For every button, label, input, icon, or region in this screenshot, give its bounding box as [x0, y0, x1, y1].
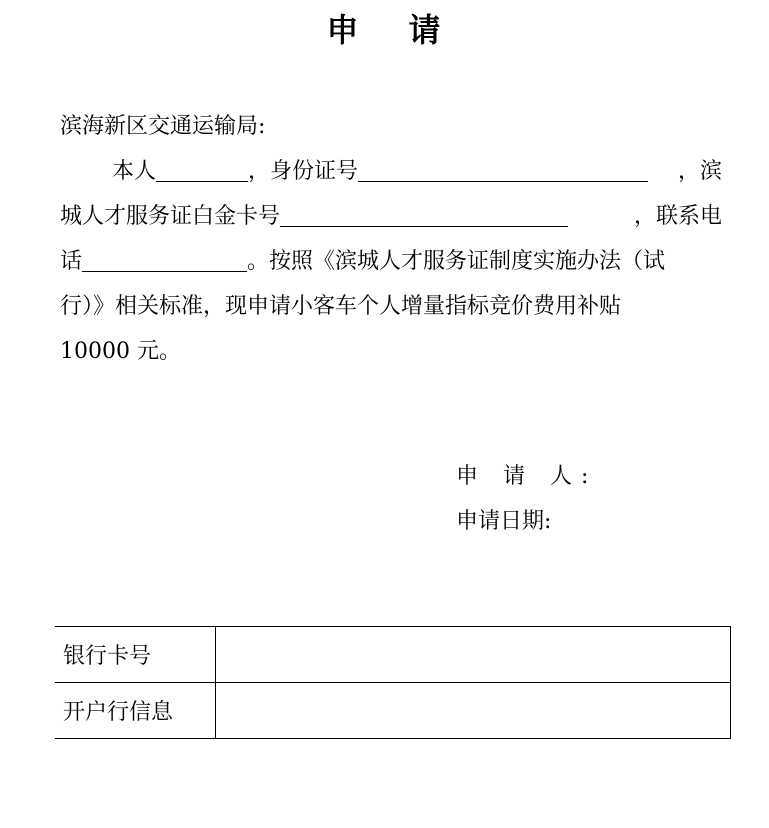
- application-body: [60, 104, 722, 374]
- id-number-blank[interactable]: [358, 159, 648, 182]
- application-date-label: 申请日期:: [456, 509, 552, 534]
- line2-end: ，联系电: [633, 204, 722, 229]
- amount-text: 10000 元。: [60, 339, 181, 364]
- body-line-1: [60, 149, 722, 194]
- body-line-5: [60, 329, 722, 374]
- bank-branch-value[interactable]: [216, 683, 731, 739]
- id-number-label: ，身份证号: [248, 159, 359, 184]
- title-char-2: 请: [408, 11, 443, 49]
- body-line-4: [60, 284, 722, 329]
- bank-card-value[interactable]: [216, 627, 731, 683]
- table-row: [55, 627, 731, 683]
- addressee-line: [60, 104, 722, 149]
- addressee: 滨海新区交通运输局:: [60, 114, 266, 139]
- page-title: [0, 10, 769, 50]
- phone-label: 话: [60, 249, 83, 274]
- bank-card-label: 银行卡号: [55, 627, 216, 683]
- body-line-2: [60, 194, 722, 239]
- phone-blank[interactable]: [82, 249, 247, 272]
- table-row: [55, 683, 731, 739]
- body-line-3: [60, 239, 722, 284]
- card-number-label: 城人才服务证白金卡号: [60, 204, 281, 229]
- title-char-1: 申: [326, 11, 361, 49]
- line3-rest: 。按照《滨城人才服务证制度实施办法（试: [247, 249, 666, 274]
- applicant-signature-label: 申 请 人:: [456, 464, 598, 489]
- card-number-blank[interactable]: [280, 204, 568, 227]
- bank-info-table: [55, 626, 731, 739]
- line4-text: 行）》相关标准，现申请小客车个人增量指标竞价费用补贴: [60, 294, 622, 319]
- name-blank[interactable]: [156, 159, 248, 182]
- line1-end: ，滨: [677, 159, 722, 184]
- self-label: 本人: [112, 159, 157, 184]
- bank-branch-label: 开户行信息: [55, 683, 216, 739]
